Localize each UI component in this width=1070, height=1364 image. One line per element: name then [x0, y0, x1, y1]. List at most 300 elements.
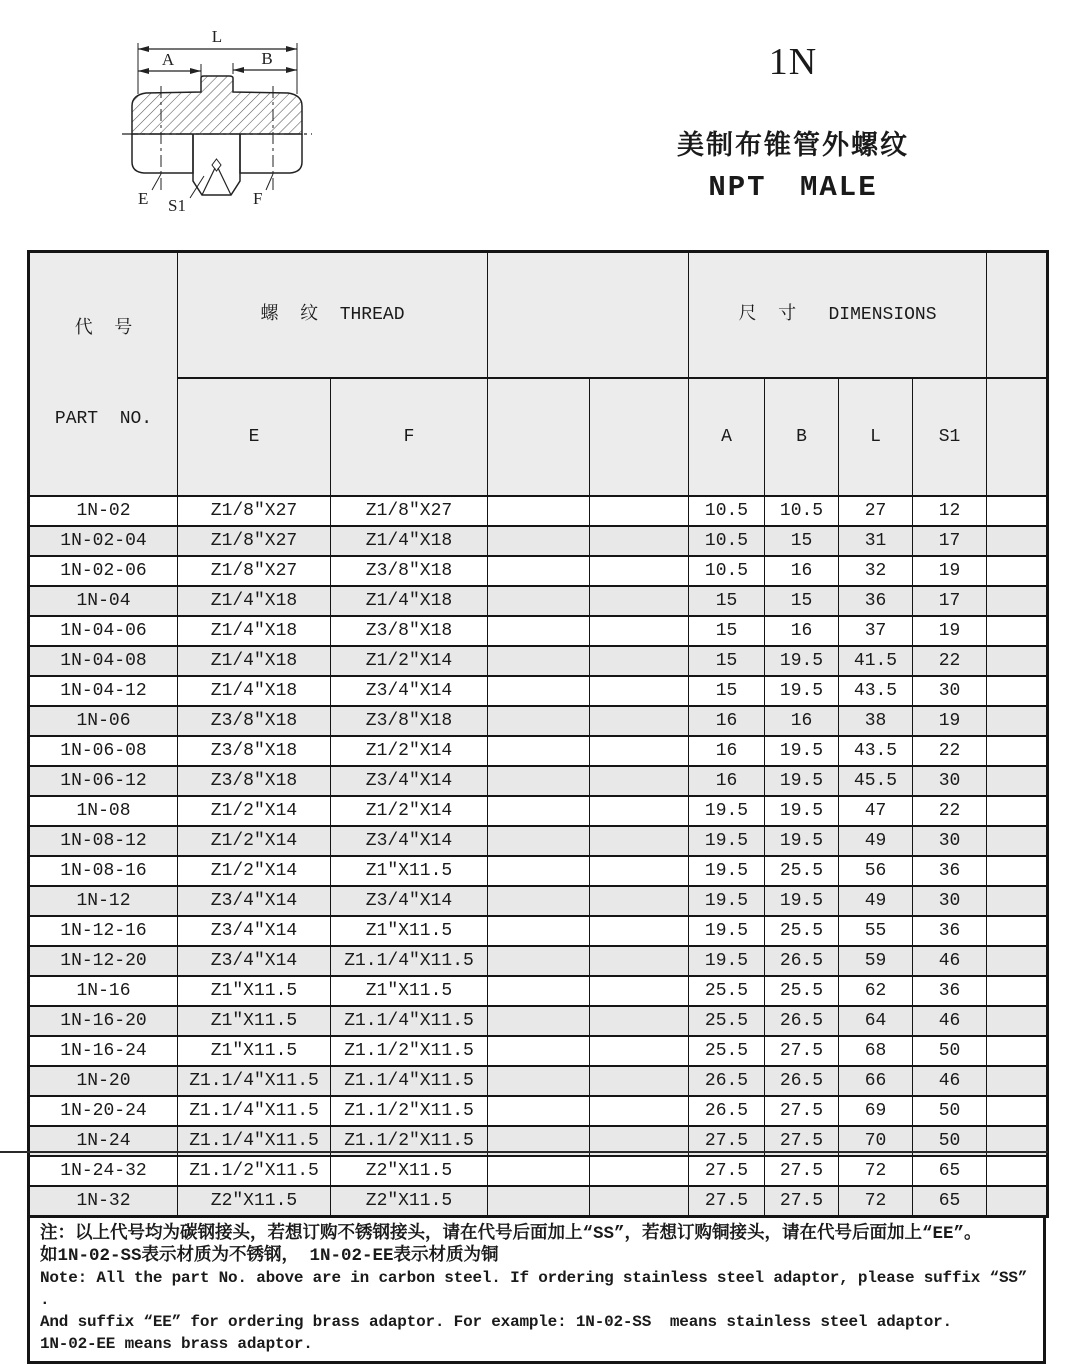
cell-dim-b: 15 — [765, 586, 839, 616]
parts-dimension-table — [27, 250, 1049, 1218]
cell-thread-e: Z1/4″X18 — [178, 646, 331, 676]
cell-dim-l: 69 — [839, 1096, 913, 1126]
cell-dim-l: 45.5 — [839, 766, 913, 796]
cell-thread-e: Z1/2″X14 — [178, 796, 331, 826]
cell-part-no: 1N-06-12 — [29, 766, 178, 796]
cell-blank-1 — [488, 766, 590, 796]
cell-blank-2 — [590, 616, 689, 646]
product-title-chinese: 美制布锥管外螺纹 — [677, 133, 909, 163]
cell-thread-e: Z1.1/4″X11.5 — [178, 1096, 331, 1126]
cell-dim-a: 19.5 — [689, 826, 765, 856]
cell-dim-b: 26.5 — [765, 946, 839, 976]
cell-dim-s1: 36 — [913, 976, 987, 1006]
cell-thread-e: Z1.1/2″X11.5 — [178, 1156, 331, 1186]
cell-thread-e: Z1″X11.5 — [178, 1036, 331, 1066]
cell-part-no: 1N-02-04 — [29, 526, 178, 556]
table-row — [29, 1186, 1048, 1217]
cell-thread-e: Z3/4″X14 — [178, 946, 331, 976]
cell-thread-f: Z1/4″X18 — [331, 526, 488, 556]
cell-blank-3 — [987, 496, 1048, 526]
cell-blank-3 — [987, 1036, 1048, 1066]
cell-dim-l: 64 — [839, 1006, 913, 1036]
cell-part-no: 1N-04-06 — [29, 616, 178, 646]
cell-blank-3 — [987, 826, 1048, 856]
cell-dim-s1: 19 — [913, 556, 987, 586]
cell-dim-l: 41.5 — [839, 646, 913, 676]
cell-dim-s1: 17 — [913, 586, 987, 616]
cell-dim-s1: 36 — [913, 916, 987, 946]
note-line-cn-2: 如1N-02-SS表示材质为不锈钢， 1N-02-EE表示材质为铜 — [40, 1246, 499, 1266]
cell-thread-e: Z3/8″X18 — [178, 766, 331, 796]
cell-dim-b: 26.5 — [765, 1006, 839, 1036]
cell-thread-f: Z3/8″X18 — [331, 706, 488, 736]
cell-dim-a: 27.5 — [689, 1156, 765, 1186]
cell-dim-l: 36 — [839, 586, 913, 616]
note-line-cn-1: 注：以上代号均为碳钢接头，若想订购不锈钢接头，请在代号后面加上“SS”，若想订购铜接头，请在代号后面加上“EE”。 — [40, 1224, 982, 1244]
cell-blank-3 — [987, 526, 1048, 556]
cell-dim-l: 32 — [839, 556, 913, 586]
cell-blank-1 — [488, 1156, 590, 1186]
cell-dim-s1: 50 — [913, 1036, 987, 1066]
cell-dim-l: 72 — [839, 1156, 913, 1186]
cell-dim-l: 49 — [839, 886, 913, 916]
cell-blank-3 — [987, 736, 1048, 766]
product-title-english: NPT MALE — [708, 171, 878, 204]
cell-blank-2 — [590, 916, 689, 946]
cell-blank-3 — [987, 1156, 1048, 1186]
cell-dim-s1: 30 — [913, 826, 987, 856]
spec-sheet — [27, 250, 1046, 1364]
cell-part-no: 1N-16-24 — [29, 1036, 178, 1066]
cell-thread-e: Z3/8″X18 — [178, 706, 331, 736]
cell-dim-a: 27.5 — [689, 1186, 765, 1217]
col-header-blank-group — [488, 252, 689, 379]
cell-blank-2 — [590, 1186, 689, 1217]
cell-dim-a: 15 — [689, 616, 765, 646]
col-header-part-no — [29, 252, 178, 497]
cell-dim-s1: 12 — [913, 496, 987, 526]
cell-dim-s1: 30 — [913, 886, 987, 916]
dim-label-F: F — [253, 189, 263, 208]
table-row — [29, 676, 1048, 706]
cell-blank-2 — [590, 646, 689, 676]
cell-thread-e: Z1.1/4″X11.5 — [178, 1066, 331, 1096]
cell-dim-a: 15 — [689, 646, 765, 676]
table-row — [29, 706, 1048, 736]
cell-part-no: 1N-12 — [29, 886, 178, 916]
cell-blank-1 — [488, 646, 590, 676]
fitting-technical-drawing — [20, 6, 330, 241]
cell-blank-2 — [590, 976, 689, 1006]
col-header-s1: S1 — [913, 378, 987, 496]
cell-part-no: 1N-04-12 — [29, 676, 178, 706]
dim-label-B: B — [261, 49, 273, 68]
cell-thread-f: Z2″X11.5 — [331, 1186, 488, 1217]
cell-dim-b: 19.5 — [765, 676, 839, 706]
cell-thread-f: Z3/4″X14 — [331, 826, 488, 856]
cell-blank-3 — [987, 916, 1048, 946]
fitting-section-upper — [132, 76, 302, 134]
cell-blank-3 — [987, 856, 1048, 886]
cell-dim-a: 16 — [689, 766, 765, 796]
cell-thread-f: Z1.1/2″X11.5 — [331, 1036, 488, 1066]
cell-dim-b: 27.5 — [765, 1156, 839, 1186]
table-row — [29, 646, 1048, 676]
cell-dim-l: 43.5 — [839, 676, 913, 706]
cell-blank-1 — [488, 556, 590, 586]
cell-blank-2 — [590, 886, 689, 916]
notes-section — [27, 1218, 1046, 1364]
cell-thread-e: Z1.1/4″X11.5 — [178, 1126, 331, 1156]
cell-blank-1 — [488, 886, 590, 916]
dim-label-L: L — [211, 27, 223, 46]
cell-part-no: 1N-20 — [29, 1066, 178, 1096]
cell-blank-1 — [488, 586, 590, 616]
cell-part-no: 1N-02-06 — [29, 556, 178, 586]
cell-thread-e: Z1/4″X18 — [178, 616, 331, 646]
cell-dim-b: 16 — [765, 556, 839, 586]
table-row — [29, 856, 1048, 886]
cell-dim-a: 27.5 — [689, 1126, 765, 1156]
cell-dim-s1: 22 — [913, 796, 987, 826]
cell-dim-b: 25.5 — [765, 916, 839, 946]
table-row — [29, 1156, 1048, 1186]
cell-blank-1 — [488, 616, 590, 646]
cell-dim-b: 25.5 — [765, 976, 839, 1006]
table-row — [29, 976, 1048, 1006]
cell-dim-a: 19.5 — [689, 796, 765, 826]
table-row — [29, 916, 1048, 946]
cell-dim-b: 27.5 — [765, 1126, 839, 1156]
cell-thread-f: Z1.1/4″X11.5 — [331, 1066, 488, 1096]
cell-blank-2 — [590, 856, 689, 886]
cell-dim-s1: 30 — [913, 766, 987, 796]
cell-thread-f: Z1″X11.5 — [331, 856, 488, 886]
cell-dim-l: 49 — [839, 826, 913, 856]
col-header-part-no-en: PART NO. — [54, 409, 153, 429]
cell-dim-b: 19.5 — [765, 766, 839, 796]
cell-thread-e: Z3/4″X14 — [178, 886, 331, 916]
cell-dim-b: 16 — [765, 616, 839, 646]
cell-dim-a: 26.5 — [689, 1096, 765, 1126]
cell-part-no: 1N-20-24 — [29, 1096, 178, 1126]
cell-part-no: 1N-24 — [29, 1126, 178, 1156]
cell-part-no: 1N-32 — [29, 1186, 178, 1217]
cell-blank-3 — [987, 1096, 1048, 1126]
cell-thread-e: Z1/4″X18 — [178, 676, 331, 706]
dim-label-E: E — [138, 189, 149, 208]
dim-label-S1: S1 — [168, 196, 186, 215]
cell-thread-f: Z3/8″X18 — [331, 616, 488, 646]
cell-dim-s1: 46 — [913, 1066, 987, 1096]
cell-blank-2 — [590, 676, 689, 706]
cell-thread-e: Z1/4″X18 — [178, 586, 331, 616]
cell-dim-s1: 50 — [913, 1096, 987, 1126]
cell-dim-l: 43.5 — [839, 736, 913, 766]
cell-dim-a: 15 — [689, 586, 765, 616]
series-code: 1N — [768, 41, 818, 83]
cell-dim-l: 47 — [839, 796, 913, 826]
cell-blank-2 — [590, 946, 689, 976]
page-footer-rule — [0, 1151, 1048, 1153]
cell-thread-e: Z2″X11.5 — [178, 1186, 331, 1217]
cell-blank-2 — [590, 556, 689, 586]
cell-dim-l: 70 — [839, 1126, 913, 1156]
cell-part-no: 1N-08-16 — [29, 856, 178, 886]
table-row — [29, 586, 1048, 616]
cell-dim-b: 10.5 — [765, 496, 839, 526]
cell-dim-l: 56 — [839, 856, 913, 886]
table-body — [29, 496, 1048, 1217]
cell-blank-3 — [987, 706, 1048, 736]
table-header — [29, 252, 1048, 497]
cell-dim-s1: 19 — [913, 706, 987, 736]
cell-dim-a: 25.5 — [689, 1006, 765, 1036]
cell-blank-3 — [987, 616, 1048, 646]
cell-part-no: 1N-24-32 — [29, 1156, 178, 1186]
cell-part-no: 1N-16 — [29, 976, 178, 1006]
cell-blank-2 — [590, 1066, 689, 1096]
table-row — [29, 496, 1048, 526]
cell-thread-f: Z1.1/2″X11.5 — [331, 1096, 488, 1126]
cell-thread-e: Z1/2″X14 — [178, 826, 331, 856]
col-header-a: A — [689, 378, 765, 496]
cell-blank-1 — [488, 1036, 590, 1066]
cell-blank-2 — [590, 766, 689, 796]
table-row — [29, 1006, 1048, 1036]
cell-blank-1 — [488, 856, 590, 886]
cell-dim-s1: 22 — [913, 646, 987, 676]
cell-thread-f: Z1/2″X14 — [331, 796, 488, 826]
cell-thread-f: Z2″X11.5 — [331, 1156, 488, 1186]
cell-dim-b: 16 — [765, 706, 839, 736]
col-header-b: B — [765, 378, 839, 496]
cell-dim-b: 27.5 — [765, 1186, 839, 1217]
cell-dim-a: 10.5 — [689, 496, 765, 526]
cell-part-no: 1N-08 — [29, 796, 178, 826]
cell-dim-l: 59 — [839, 946, 913, 976]
table-row — [29, 1036, 1048, 1066]
cell-dim-s1: 46 — [913, 1006, 987, 1036]
cell-thread-f: Z1/2″X14 — [331, 736, 488, 766]
cell-dim-a: 19.5 — [689, 856, 765, 886]
cell-blank-1 — [488, 1096, 590, 1126]
cell-thread-f: Z1″X11.5 — [331, 916, 488, 946]
cell-blank-3 — [987, 1006, 1048, 1036]
cell-thread-f: Z3/4″X14 — [331, 766, 488, 796]
cell-dim-s1: 65 — [913, 1186, 987, 1217]
table-row — [29, 1066, 1048, 1096]
cell-blank-3 — [987, 976, 1048, 1006]
col-header-dimensions: 尺 寸 DIMENSIONS — [689, 252, 987, 379]
cell-blank-1 — [488, 826, 590, 856]
cell-dim-b: 19.5 — [765, 736, 839, 766]
cell-dim-a: 15 — [689, 676, 765, 706]
cell-dim-b: 27.5 — [765, 1096, 839, 1126]
cell-blank-3 — [987, 1186, 1048, 1217]
cell-dim-b: 19.5 — [765, 826, 839, 856]
cell-dim-l: 55 — [839, 916, 913, 946]
col-header-blank-1 — [488, 378, 590, 496]
cell-thread-e: Z1″X11.5 — [178, 1006, 331, 1036]
cell-dim-s1: 30 — [913, 676, 987, 706]
table-row — [29, 1096, 1048, 1126]
cell-blank-1 — [488, 676, 590, 706]
cell-blank-1 — [488, 916, 590, 946]
cell-part-no: 1N-04 — [29, 586, 178, 616]
cell-dim-l: 38 — [839, 706, 913, 736]
col-header-l: L — [839, 378, 913, 496]
fitting-hex-nut — [193, 134, 240, 195]
cell-dim-l: 27 — [839, 496, 913, 526]
cell-blank-1 — [488, 1186, 590, 1217]
col-header-e: E — [178, 378, 331, 496]
cell-blank-2 — [590, 736, 689, 766]
cell-blank-3 — [987, 886, 1048, 916]
cell-thread-f: Z1.1/4″X11.5 — [331, 946, 488, 976]
cell-thread-e: Z1/2″X14 — [178, 856, 331, 886]
cell-dim-s1: 19 — [913, 616, 987, 646]
cell-blank-2 — [590, 706, 689, 736]
cell-dim-b: 26.5 — [765, 1066, 839, 1096]
cell-dim-a: 26.5 — [689, 1066, 765, 1096]
note-line-en-2: And suffix “EE” for ordering brass adaptor. For example: 1N-02-SS means stainless steel adaptor. — [40, 1313, 952, 1331]
cell-dim-l: 62 — [839, 976, 913, 1006]
dim-label-A: A — [161, 50, 175, 69]
title-block — [543, 42, 1043, 204]
cell-thread-f: Z3/4″X14 — [331, 886, 488, 916]
cell-blank-1 — [488, 526, 590, 556]
table-row — [29, 946, 1048, 976]
cell-part-no: 1N-08-12 — [29, 826, 178, 856]
cell-dim-l: 68 — [839, 1036, 913, 1066]
cell-blank-3 — [987, 1066, 1048, 1096]
cell-dim-s1: 17 — [913, 526, 987, 556]
cell-thread-f: Z3/8″X18 — [331, 556, 488, 586]
cell-thread-f: Z1/4″X18 — [331, 586, 488, 616]
cell-part-no: 1N-12-20 — [29, 946, 178, 976]
col-header-blank-3 — [987, 378, 1048, 496]
table-row — [29, 616, 1048, 646]
table-row — [29, 556, 1048, 586]
cell-part-no: 1N-02 — [29, 496, 178, 526]
cell-dim-b: 19.5 — [765, 886, 839, 916]
cell-dim-s1: 22 — [913, 736, 987, 766]
cell-thread-e: Z3/4″X14 — [178, 916, 331, 946]
cell-thread-f: Z3/4″X14 — [331, 676, 488, 706]
table-row — [29, 886, 1048, 916]
cell-thread-f: Z1/8″X27 — [331, 496, 488, 526]
cell-thread-f: Z1/2″X14 — [331, 646, 488, 676]
fitting-right-end — [240, 134, 302, 173]
cell-blank-1 — [488, 946, 590, 976]
cell-blank-3 — [987, 646, 1048, 676]
cell-part-no: 1N-06-08 — [29, 736, 178, 766]
cell-thread-e: Z1/8″X27 — [178, 526, 331, 556]
cell-part-no: 1N-12-16 — [29, 916, 178, 946]
cell-blank-1 — [488, 1066, 590, 1096]
cell-blank-1 — [488, 796, 590, 826]
cell-blank-1 — [488, 976, 590, 1006]
fitting-left-end — [132, 134, 193, 173]
cell-dim-s1: 65 — [913, 1156, 987, 1186]
col-header-blank-2 — [590, 378, 689, 496]
cell-dim-l: 37 — [839, 616, 913, 646]
col-header-f: F — [331, 378, 488, 496]
cell-blank-3 — [987, 556, 1048, 586]
cell-dim-a: 19.5 — [689, 916, 765, 946]
cell-thread-f: Z1″X11.5 — [331, 976, 488, 1006]
cell-dim-l: 66 — [839, 1066, 913, 1096]
cell-dim-a: 25.5 — [689, 976, 765, 1006]
cell-dim-s1: 36 — [913, 856, 987, 886]
col-header-blank-right — [987, 252, 1048, 379]
cell-thread-e: Z1/8″X27 — [178, 556, 331, 586]
table-row — [29, 796, 1048, 826]
cell-blank-2 — [590, 796, 689, 826]
table-row — [29, 826, 1048, 856]
cell-blank-3 — [987, 676, 1048, 706]
cell-dim-a: 10.5 — [689, 526, 765, 556]
cell-blank-1 — [488, 496, 590, 526]
cell-part-no: 1N-16-20 — [29, 1006, 178, 1036]
cell-part-no: 1N-04-08 — [29, 646, 178, 676]
cell-part-no: 1N-06 — [29, 706, 178, 736]
table-row — [29, 736, 1048, 766]
cell-dim-l: 31 — [839, 526, 913, 556]
cell-thread-f: Z1.1/4″X11.5 — [331, 1006, 488, 1036]
cell-blank-2 — [590, 1036, 689, 1066]
cell-blank-1 — [488, 706, 590, 736]
table-row — [29, 526, 1048, 556]
cell-blank-1 — [488, 1006, 590, 1036]
cell-thread-e: Z1″X11.5 — [178, 976, 331, 1006]
cell-thread-f: Z1.1/2″X11.5 — [331, 1126, 488, 1156]
cell-dim-a: 19.5 — [689, 886, 765, 916]
cell-dim-b: 15 — [765, 526, 839, 556]
note-line-en-1: Note: All the part No. above are in carbon steel. If ordering stainless steel adaptor, please suffix “SS” . — [40, 1269, 1037, 1309]
cell-dim-a: 16 — [689, 736, 765, 766]
cell-dim-b: 25.5 — [765, 856, 839, 886]
col-header-part-no-cn: 代 号 — [74, 319, 133, 339]
cell-dim-b: 19.5 — [765, 796, 839, 826]
cell-blank-2 — [590, 826, 689, 856]
cell-dim-a: 19.5 — [689, 946, 765, 976]
cell-blank-3 — [987, 766, 1048, 796]
cell-blank-2 — [590, 1006, 689, 1036]
cell-dim-a: 10.5 — [689, 556, 765, 586]
cell-dim-s1: 46 — [913, 946, 987, 976]
cell-dim-s1: 50 — [913, 1126, 987, 1156]
cell-dim-b: 27.5 — [765, 1036, 839, 1066]
cell-dim-a: 25.5 — [689, 1036, 765, 1066]
cell-blank-2 — [590, 1156, 689, 1186]
cell-blank-2 — [590, 1096, 689, 1126]
cell-blank-1 — [488, 736, 590, 766]
cell-blank-3 — [987, 946, 1048, 976]
note-line-en-3: 1N-02-EE means brass adaptor. — [40, 1335, 313, 1353]
cell-thread-e: Z3/8″X18 — [178, 736, 331, 766]
cell-dim-l: 72 — [839, 1186, 913, 1217]
cell-blank-2 — [590, 496, 689, 526]
col-header-thread: 螺 纹 THREAD — [178, 252, 488, 379]
cell-dim-a: 16 — [689, 706, 765, 736]
cell-thread-e: Z1/8″X27 — [178, 496, 331, 526]
cell-blank-3 — [987, 796, 1048, 826]
cell-blank-2 — [590, 526, 689, 556]
cell-blank-2 — [590, 586, 689, 616]
cell-dim-b: 19.5 — [765, 646, 839, 676]
